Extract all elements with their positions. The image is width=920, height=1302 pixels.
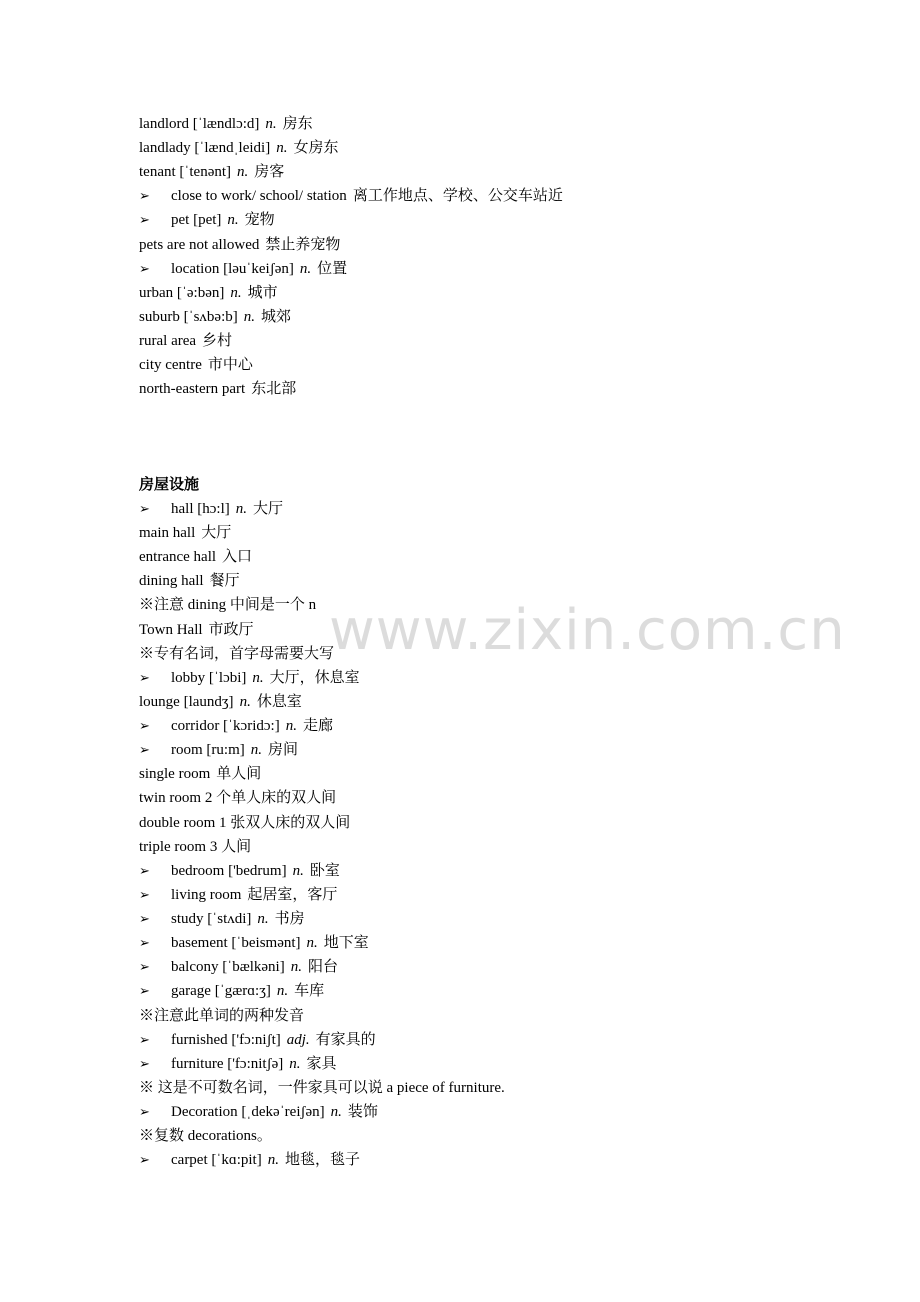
term: furnished ['fɔ:niʃt] — [171, 1031, 281, 1048]
term: landlady [ˈlændˌleidi] — [139, 140, 271, 157]
term: corridor [ˈkɔridɔ:] — [171, 718, 280, 735]
meaning: 市中心 — [207, 357, 253, 373]
part-of-speech: n. — [292, 862, 304, 879]
vocab-line — [139, 1076, 505, 1100]
bullet-arrow-icon: ➢ — [139, 959, 150, 975]
term: landlord [ˈlændlɔ:d] — [139, 116, 260, 132]
bullet-text — [171, 955, 338, 979]
bullet-text — [171, 738, 298, 762]
vocab-line — [139, 1124, 272, 1148]
bullet-text — [171, 497, 283, 521]
part-of-speech: n. — [306, 935, 318, 952]
meaning: 东北部 — [251, 381, 297, 398]
term: main hall — [139, 525, 196, 542]
meaning: 有家具的 — [315, 1031, 376, 1048]
meaning: 家具 — [306, 1055, 337, 1072]
part-of-speech: n. — [265, 116, 277, 132]
bullet-arrow-icon: ➢ — [139, 212, 150, 228]
vocab-line — [139, 377, 296, 401]
term: ※ 这是不可数名词，一件家具可以说 a piece of furniture. — [139, 1079, 505, 1096]
meaning: 城市 — [247, 284, 278, 301]
bullet-text — [171, 257, 347, 281]
term: suburb [ˈsʌbə:b] — [139, 308, 238, 325]
term: lounge [laundʒ] — [139, 693, 234, 710]
meaning: 大厅，休息室 — [269, 669, 360, 686]
vocab-line — [139, 642, 334, 666]
part-of-speech: n. — [276, 140, 288, 157]
part-of-speech: n. — [252, 669, 264, 686]
part-of-speech: n. — [299, 260, 312, 277]
vocab-line — [139, 690, 302, 714]
meaning: 宠物 — [244, 212, 275, 229]
meaning: 位置 — [317, 260, 348, 277]
bullet-text — [171, 883, 337, 907]
vocab-line — [139, 136, 338, 160]
term: tenant [ˈtenənt] — [139, 164, 232, 181]
part-of-speech: adj. — [286, 1031, 310, 1048]
bullet-arrow-icon: ➢ — [139, 1055, 150, 1071]
term: triple room 3 人间 — [139, 838, 252, 855]
part-of-speech: n. — [250, 742, 262, 759]
meaning: 走廊 — [302, 718, 333, 735]
term: balcony [ˈbælkəni] — [171, 959, 285, 976]
meaning: 离工作地点、学校、公交车站近 — [352, 188, 563, 205]
term: furniture ['fɔ:nitʃə] — [171, 1055, 284, 1072]
term: single room — [139, 766, 211, 783]
meaning: 房客 — [254, 164, 285, 181]
meaning: 房间 — [267, 742, 298, 759]
part-of-speech: n. — [237, 164, 249, 181]
meaning: 房东 — [282, 116, 313, 132]
term: room [ru:m] — [171, 742, 245, 759]
part-of-speech: n. — [227, 212, 239, 229]
bullet-text — [171, 1028, 376, 1052]
meaning: 装饰 — [347, 1104, 378, 1120]
meaning: 大厅 — [252, 501, 283, 517]
meaning: 卧室 — [309, 862, 340, 879]
bullet-arrow-icon: ➢ — [139, 669, 150, 685]
meaning: 市政厅 — [208, 621, 254, 638]
bullet-arrow-icon: ➢ — [139, 886, 150, 902]
term: entrance hall — [139, 549, 217, 566]
vocab-line — [139, 811, 350, 835]
term: double room 1 张双人床的双人间 — [139, 814, 351, 831]
bullet-arrow-icon: ➢ — [139, 935, 150, 951]
term: urban [ˈə:bən] — [139, 284, 225, 301]
vocab-line — [139, 762, 261, 786]
vocab-line — [139, 281, 278, 305]
vocab-line — [139, 835, 251, 859]
vocab-line — [139, 1004, 304, 1028]
term: ※复数 decorations。 — [139, 1128, 272, 1145]
bullet-text — [171, 208, 275, 232]
meaning: 入口 — [222, 549, 253, 566]
term: Town Hall — [139, 621, 203, 638]
term: bedroom ['bedrum] — [171, 862, 287, 879]
term: twin room 2 个单人床的双人间 — [139, 790, 337, 807]
bullet-arrow-icon: ➢ — [139, 501, 150, 516]
meaning: 单人间 — [216, 766, 262, 783]
term: ※专有名词，首字母需要大写 — [139, 645, 335, 662]
meaning: 车库 — [294, 983, 325, 1000]
part-of-speech: n. — [235, 501, 247, 517]
meaning: 起居室，客厅 — [247, 886, 338, 903]
vocab-line — [139, 233, 340, 257]
term: city centre — [139, 357, 202, 373]
part-of-speech: n. — [230, 284, 242, 301]
meaning: 餐厅 — [209, 573, 240, 590]
bullet-arrow-icon: ➢ — [139, 260, 150, 276]
term: garage [ˈgærɑ:ʒ] — [171, 983, 271, 1000]
vocab-line — [139, 618, 254, 642]
part-of-speech: n. — [285, 718, 297, 735]
bullet-text — [171, 1052, 337, 1076]
bullet-text — [171, 859, 340, 883]
part-of-speech: n. — [239, 693, 251, 710]
meaning: 乡村 — [202, 332, 233, 349]
bullet-arrow-icon: ➢ — [139, 718, 150, 734]
vocab-line — [139, 353, 253, 377]
part-of-speech: n. — [257, 911, 269, 928]
term: ※注意 dining 中间是一个 n — [139, 597, 317, 614]
term: hall [hɔ:l] — [171, 501, 230, 517]
vocab-line — [139, 329, 232, 353]
bullet-arrow-icon: ➢ — [139, 911, 150, 927]
part-of-speech: n. — [290, 959, 302, 976]
meaning: 城郊 — [260, 308, 291, 325]
vocab-line — [139, 786, 336, 810]
bullet-arrow-icon: ➢ — [139, 742, 150, 758]
term: study [ˈstʌdi] — [171, 911, 252, 928]
term: rural area — [139, 332, 197, 349]
bullet-text — [171, 1100, 378, 1124]
bullet-text — [171, 184, 563, 208]
term: carpet [ˈkɑ:pit] — [171, 1152, 262, 1169]
part-of-speech: n. — [267, 1152, 279, 1169]
term: location [ləuˈkeiʃən] — [171, 260, 294, 277]
term: north-eastern part — [139, 381, 246, 398]
bullet-arrow-icon: ➢ — [139, 1152, 150, 1168]
vocab-line — [139, 545, 252, 569]
term: ※注意此单词的两种发音 — [139, 1007, 305, 1024]
meaning: 女房东 — [293, 140, 339, 157]
bullet-text — [171, 907, 305, 931]
meaning: 禁止养宠物 — [265, 236, 341, 253]
vocab-line — [139, 593, 316, 617]
term: Decoration [ˌdekəˈreiʃən] — [171, 1104, 325, 1120]
term: lobby [ˈlɔbi] — [171, 669, 247, 686]
part-of-speech: n. — [276, 983, 289, 1000]
bullet-arrow-icon: ➢ — [139, 862, 150, 878]
section-heading: 房屋设施 — [139, 477, 200, 493]
bullet-text — [171, 979, 324, 1003]
bullet-arrow-icon: ➢ — [139, 188, 150, 204]
vocab-line — [139, 112, 313, 136]
meaning: 地下室 — [323, 935, 369, 952]
part-of-speech: n. — [289, 1055, 301, 1072]
watermark: www.zixin.com.cn — [329, 598, 846, 663]
term: dining hall — [139, 573, 204, 590]
part-of-speech: n. — [243, 308, 255, 325]
vocab-line — [139, 569, 240, 593]
term: basement [ˈbeismənt] — [171, 935, 301, 952]
meaning: 书房 — [274, 911, 305, 928]
term: pet [pet] — [171, 212, 222, 229]
meaning: 休息室 — [256, 693, 302, 710]
vocab-line — [139, 160, 284, 184]
term: close to work/ school/ station — [171, 188, 347, 205]
bullet-text — [171, 931, 369, 955]
bullet-arrow-icon: ➢ — [139, 1031, 150, 1047]
vocab-line — [139, 521, 231, 545]
meaning: 地毯，毯子 — [284, 1152, 360, 1169]
part-of-speech: n. — [330, 1104, 342, 1120]
meaning: 大厅 — [201, 525, 232, 542]
vocab-line — [139, 305, 291, 329]
bullet-arrow-icon: ➢ — [139, 983, 150, 999]
bullet-arrow-icon: ➢ — [139, 1104, 150, 1119]
bullet-text — [171, 666, 360, 690]
bullet-text — [171, 714, 333, 738]
meaning: 阳台 — [307, 959, 338, 976]
term: pets are not allowed — [139, 236, 260, 253]
bullet-text — [171, 1148, 360, 1172]
term: living room — [171, 886, 242, 903]
